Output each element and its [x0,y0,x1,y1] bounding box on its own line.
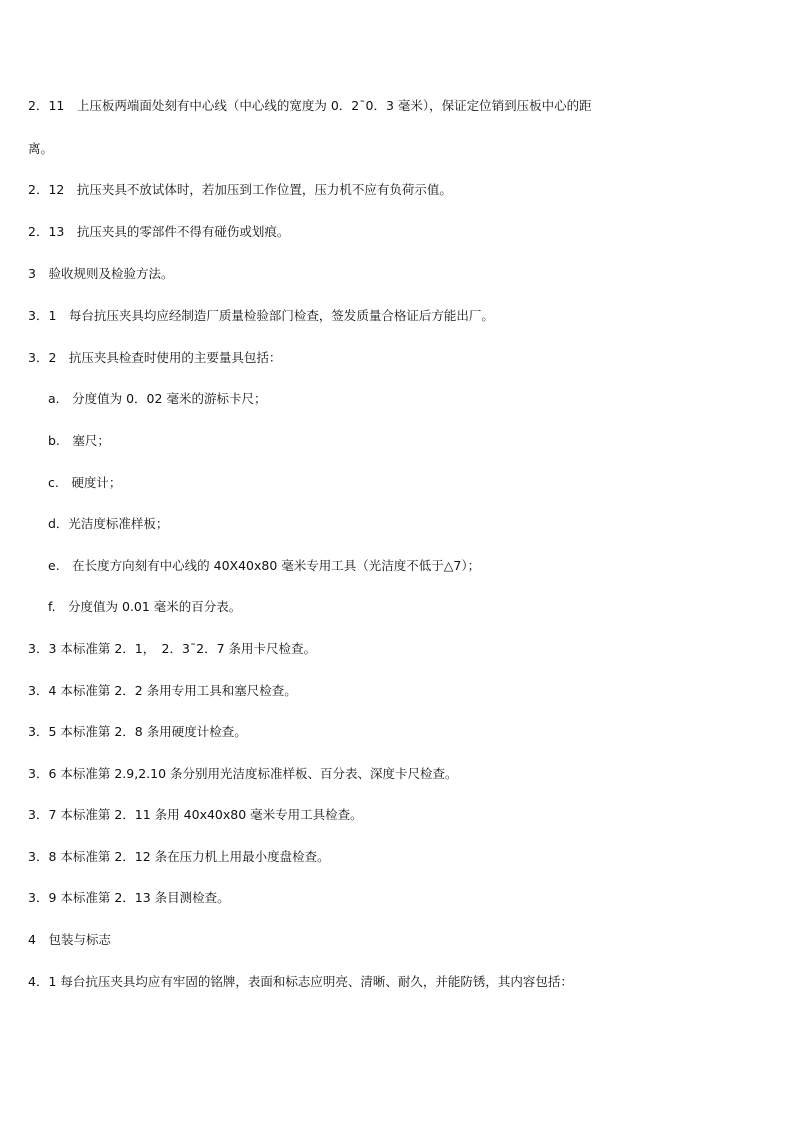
clause-3-2: 3．2 抗压夹具检查时使用的主要量具包括： [28,350,282,365]
clause-3-6: 3．6 本标准第 2.9,2.10 条分别用光洁度标准样板、百分表、深度卡尺检查。 [28,766,458,781]
clause-2-13: 2．13 抗压夹具的零部件不得有碰伤或划痕。 [28,224,290,239]
clause-3-4: 3．4 本标准第 2．2 条用专用工具和塞尺检查。 [28,683,297,698]
section-4-heading: 4 包装与标志 [28,932,111,947]
clause-3-5: 3．5 本标准第 2．8 条用硬度计检查。 [28,724,247,739]
list-item-f: f. 分度值为 0.01 毫米的百分表。 [48,599,242,614]
clause-2-11: 2．11 上压板两端面处刻有中心线（中心线的宽度为 0．2¯0．3 毫米），保证定位销到压板中心的距 [28,98,592,113]
list-item-c: c. 硬度计； [48,475,122,490]
clause-3-8: 3．8 本标准第 2．12 条在压力机上用最小度盘检查。 [28,849,330,864]
list-item-b: b. 塞尺； [48,433,110,448]
clause-3-9: 3．9 本标准第 2．13 条目测检查。 [28,890,230,905]
list-item-e: e. 在长度方向刻有中心线的 40X40x80 毫米专用工具（光洁度不低于△7）； [48,558,481,573]
list-item-d: d．光洁度标准样板； [48,516,169,531]
clause-2-12: 2．12 抗压夹具不放试体时，若加压到工作位置，压力机不应有负荷示值。 [28,182,452,197]
clause-3-3: 3．3 本标准第 2．1， 2．3¯2．7 条用卡尺检查。 [28,641,317,656]
clause-3-1: 3．1 每台抗压夹具均应经制造厂质量检验部门检查，签发质量合格证后方能出厂。 [28,308,494,323]
section-3-heading: 3 验收规则及检验方法。 [28,266,174,281]
clause-4-1: 4．1 每台抗压夹具均应有牢固的铭牌，表面和标志应明亮、清晰、耐久，并能防锈，其内容包括： [28,974,573,989]
clause-3-7: 3．7 本标准第 2．11 条用 40x40x80 毫米专用工具检查。 [28,807,363,822]
clause-2-11-continued: 离。 [28,141,54,156]
list-item-a: a. 分度值为 0．02 毫米的游标卡尺； [48,391,267,406]
